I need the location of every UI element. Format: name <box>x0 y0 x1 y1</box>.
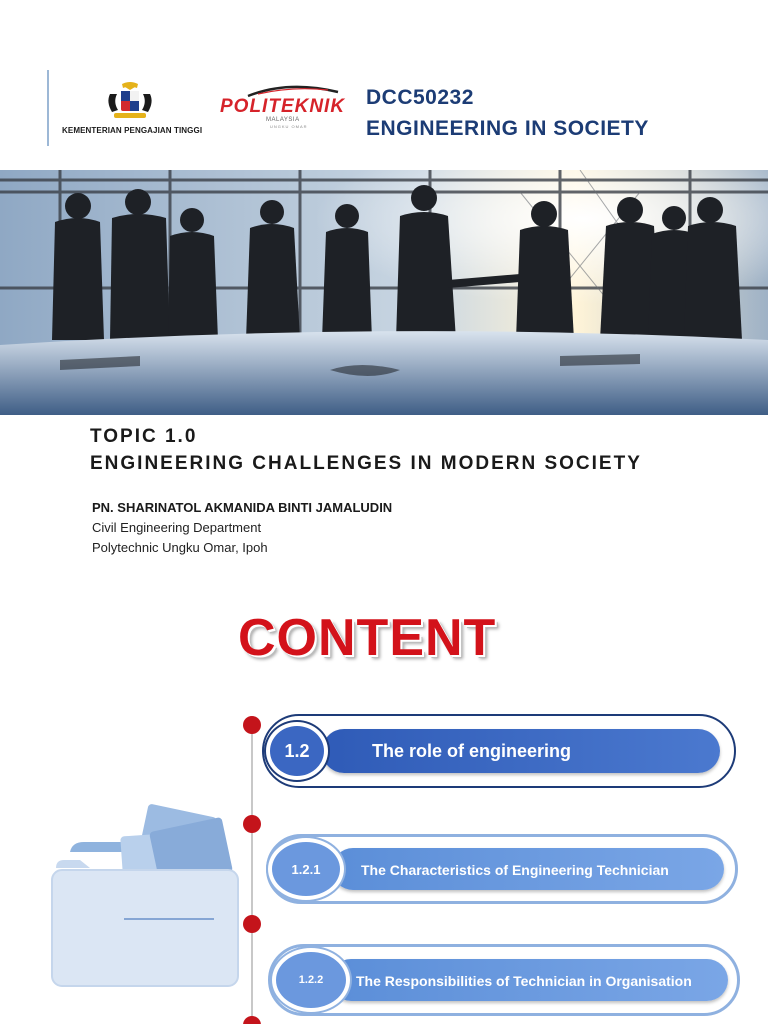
course-name: ENGINEERING IN SOCIETY <box>366 117 649 140</box>
timeline-dot <box>243 815 261 833</box>
content-item-number: 1.2.2 <box>272 948 350 1012</box>
content-item-label: The Responsibilities of Technician in Organisation <box>356 973 692 989</box>
business-people-photo <box>0 170 768 415</box>
timeline-line <box>251 724 253 1024</box>
malaysia-crest-icon <box>104 80 156 122</box>
author-name: PN. SHARINATOL AKMANIDA BINTI JAMALUDIN <box>92 500 393 515</box>
politeknik-country: MALAYSIA <box>266 117 300 123</box>
topic-title: ENGINEERING CHALLENGES IN MODERN SOCIETY <box>90 453 642 474</box>
ministry-name: KEMENTERIAN PENGAJIAN TINGGI <box>62 126 203 135</box>
politeknik-campus: UNGKU OMAR <box>270 124 308 129</box>
folder-icon <box>50 804 242 989</box>
timeline-dot <box>243 915 261 933</box>
institution-name: Polytechnic Ungku Omar, Ipoh <box>92 540 268 555</box>
content-item-number: 1.2.1 <box>268 838 344 900</box>
content-item-label: The Characteristics of Engineering Technician <box>361 862 669 878</box>
header-divider <box>47 70 49 146</box>
course-code: DCC50232 <box>366 86 474 109</box>
content-item-label: The role of engineering <box>372 741 572 761</box>
timeline-dot <box>243 1016 261 1024</box>
content-item-1-2-1[interactable] <box>262 834 740 906</box>
politeknik-wordmark: POLITEKNIK <box>220 96 346 117</box>
content-item-number: 1.2 <box>266 722 328 780</box>
content-heading: CONTENT <box>238 609 497 667</box>
topic-number: TOPIC 1.0 <box>90 426 198 447</box>
content-item-1-2[interactable] <box>262 714 738 790</box>
content-item-1-2-2[interactable] <box>262 944 742 1018</box>
header <box>0 0 768 170</box>
department-name: Civil Engineering Department <box>92 520 262 535</box>
timeline-dot <box>243 716 261 734</box>
